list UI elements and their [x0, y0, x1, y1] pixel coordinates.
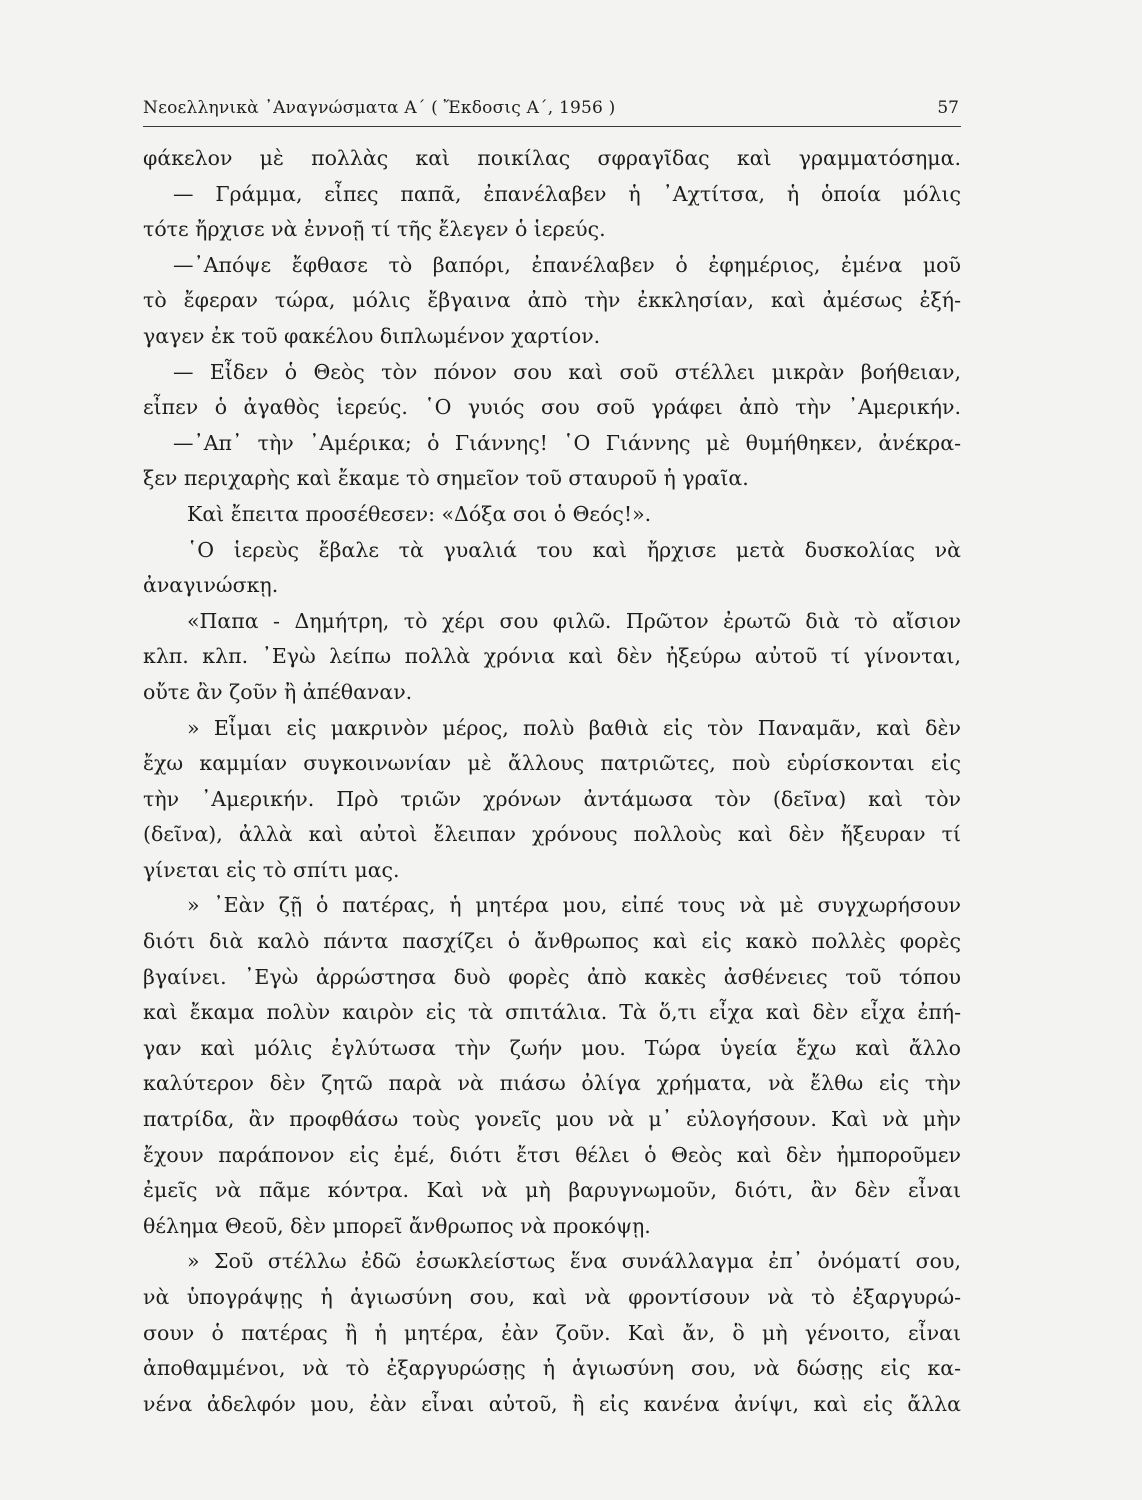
- text-line: γίνεται εἰς τὸ σπίτι μας.: [143, 857, 400, 882]
- text-line: θέλημα Θεοῦ, δὲν μπορεῖ ἄνθρωπος νὰ προκόψῃ.: [143, 1213, 651, 1238]
- text-line: καὶ ἔκαμα πολὺν καιρὸν εἰς τὰ σπιτάλια. Τὰ ὅ,τι εἶχα καὶ δὲν εἶχα ἐπή-: [143, 1000, 961, 1025]
- text-line: ξεν περιχαρὴς καὶ ἔκαμε τὸ σημεῖον τοῦ σταυροῦ ἡ γραῖα.: [143, 466, 749, 491]
- text-line: —᾿Απ᾿ τὴν ᾿Αμέρικα; ὁ Γιάννης! ῾Ο Γιάννης μὲ θυμήθηκεν, ἀνέκρα-: [173, 430, 961, 455]
- text-line: τὴν ᾿Αμερικήν. Πρὸ τριῶν χρόνων ἀντάμωσα τὸν (δεῖνα) καὶ τὸν: [143, 786, 961, 811]
- text-line: ἐμεῖς νὰ πᾶμε κόντρα. Καὶ νὰ μὴ βαρυγνωμοῦν, διότι, ἂν δὲν εἶναι: [143, 1178, 961, 1203]
- text-line: εἶπεν ὁ ἀγαθὸς ἱερεύς. ῾Ο γυιός σου σοῦ γράφει ἀπὸ τὴν ᾿Αμερικήν.: [143, 395, 961, 420]
- text-line: ἀναγινώσκῃ.: [143, 573, 279, 598]
- text-line: διότι διὰ καλὸ πάντα πασχίζει ὁ ἄνθρωπος καὶ εἰς κακὸ πολλὲς φορὲς: [143, 929, 961, 954]
- text-line: καλύτερον δὲν ζητῶ παρὰ νὰ πιάσω ὀλίγα χρήματα, νὰ ἔλθω εἰς τὴν: [143, 1071, 961, 1096]
- text-line: «Παπα - Δημήτρη, τὸ χέρι σου φιλῶ. Πρῶτον ἐρωτῶ διὰ τὸ αἴσιον: [187, 608, 961, 633]
- text-line: » Σοῦ στέλλω ἐδῶ ἐσωκλείστως ἕνα συνάλλαγμα ἐπ᾿ ὀνόματί σου,: [187, 1249, 961, 1274]
- page-number: 57: [937, 98, 959, 118]
- text-line: Καὶ ἔπειτα προσέθεσεν: «Δόξα σοι ὁ Θεός!».: [187, 501, 652, 526]
- text-line: ἔχω καμμίαν συγκοινωνίαν μὲ ἄλλους πατριῶτες, ποὺ εὑρίσκονται εἰς: [143, 751, 961, 776]
- body-text: [143, 141, 961, 1422]
- text-line: τὸ ἔφεραν τώρα, μόλις ἔβγαινα ἀπὸ τὴν ἐκκλησίαν, καὶ ἀμέσως ἐξή-: [143, 288, 961, 313]
- text-line: ἔχουν παράπονον εἰς ἐμέ, διότι ἔτσι θέλει ὁ Θεὸς καὶ δὲν ἠμποροῦμεν: [143, 1142, 961, 1167]
- text-line: ἀποθαμμένοι, νὰ τὸ ἐξαργυρώσῃς ἡ ἁγιωσύνη σου, νὰ δώσῃς εἰς κα-: [143, 1356, 961, 1381]
- text-line: » Εἶμαι εἰς μακρινὸν μέρος, πολὺ βαθιὰ εἰς τὸν Παναμᾶν, καὶ δὲν: [187, 715, 961, 740]
- text-line: » ᾿Εὰν ζῇ ὁ πατέρας, ἡ μητέρα μου, εἰπέ τους νὰ μὲ συγχωρήσουν: [187, 893, 961, 918]
- text-line: νὰ ὑπογράψῃς ἡ ἁγιωσύνη σου, καὶ νὰ φροντίσουν νὰ τὸ ἐξαργυρώ-: [143, 1285, 961, 1309]
- text-line: γαν καὶ μόλις ἐγλύτωσα τὴν ζωήν μου. Τώρα ὑγεία ἔχω καὶ ἄλλο: [143, 1035, 961, 1060]
- text-line: βγαίνει. ᾿Εγὼ ἀρρώστησα δυὸ φορὲς ἀπὸ κακὲς ἀσθένειες τοῦ τόπου: [143, 964, 961, 989]
- text-line: —᾿Απόψε ἔφθασε τὸ βαπόρι, ἐπανέλαβεν ὁ ἐφημέριος, ἐμένα μοῦ: [173, 252, 961, 277]
- text-line: φάκελον μὲ πολλὰς καὶ ποικίλας σφραγῖδας καὶ γραμματόσημα.: [143, 146, 961, 170]
- text-line: γαγεν ἐκ τοῦ φακέλου διπλωμένον χαρτίον.: [143, 323, 601, 348]
- text-line: πατρίδα, ἂν προφθάσω τοὺς γονεῖς μου νὰ μ᾿ εὐλογήσουν. Καὶ νὰ μὴν: [143, 1107, 961, 1132]
- text-line: σουν ὁ πατέρας ἢ ἡ μητέρα, ἐὰν ζοῦν. Καὶ ἄν, ὃ μὴ γένοιτο, εἶναι: [143, 1320, 961, 1345]
- text-line: (δεῖνα), ἀλλὰ καὶ αὐτοὶ ἔλειπαν χρόνους πολλοὺς καὶ δὲν ἤξευραν τί: [143, 822, 961, 847]
- text-line: — Εἶδεν ὁ Θεὸς τὸν πόνον σου καὶ σοῦ στέλλει μικρὰν βοήθειαν,: [173, 359, 961, 384]
- text-line: ῾Ο ἱερεὺς ἔβαλε τὰ γυαλιά του καὶ ἤρχισε μετὰ δυσκολίας νὰ: [187, 537, 961, 562]
- text-line: — Γράμμα, εἶπες παπᾶ, ἐπανέλαβεν ἡ ᾿Αχτίτσα, ἡ ὁποία μόλις: [173, 181, 961, 206]
- text-line: οὔτε ἂν ζοῦν ἢ ἀπέθαναν.: [143, 679, 413, 704]
- running-header: [143, 96, 961, 127]
- running-title: Νεοελληνικὰ ᾿Αναγνώσματα Α΄ ( Ἔκδοσις Α΄, 1956 ): [143, 98, 616, 118]
- text-line: κλπ. κλπ. ᾿Εγὼ λείπω πολλὰ χρόνια καὶ δὲν ἠξεύρω αὐτοῦ τί γίνονται,: [143, 644, 961, 669]
- text-line: νένα ἀδελφόν μου, ἐὰν εἶναι αὐτοῦ, ἢ εἰς κανένα ἀνίψι, καὶ εἰς ἄλλα: [143, 1391, 961, 1416]
- text-line: τότε ἤρχισε νὰ ἐννοῇ τί τῆς ἔλεγεν ὁ ἱερεύς.: [143, 217, 606, 242]
